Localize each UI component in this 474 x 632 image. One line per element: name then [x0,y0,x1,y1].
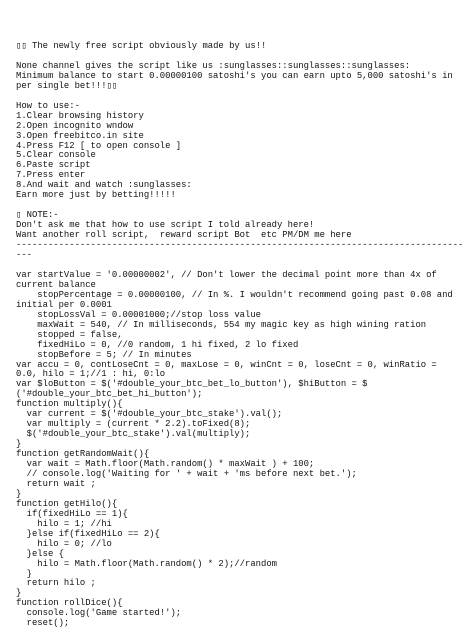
code-line: function getRandomWait(){ [16,449,150,460]
howto-line: 8.And wait and watch :sunglasses: [16,180,192,191]
code-section [16,271,462,629]
note-line: Don't ask me that how to use script I told already here! [16,220,315,231]
intro-section [16,42,462,102]
code-line: var startValue = '0.00000002', // Don't lower the decimal point more than 4x of [16,269,437,280]
intro-line: ▯▯ The newly free script obviously made by us!! [16,41,267,51]
code-line: }else if(fixedHiLo == 2){ [16,528,160,539]
code-line: // console.log('Waiting for ' + wait + 'ms before next bet.'); [16,468,357,479]
note-section [16,211,462,271]
intro-line: None channel gives the script like us :sunglasses::sunglasses::sunglasses: [16,60,411,71]
code-line: var wait = Math.floor(Math.random() * maxWait ) + 100; [16,459,315,470]
howto-line: 2.Open incognito wndow [16,120,134,131]
code-line: } [16,488,22,499]
code-line: function multiply(){ [16,399,123,410]
code-line: if(fixedHiLo == 1){ [16,508,128,519]
code-line: var accu = 0, contLoseCnt = 0, maxLose = 0, winCnt = 0, loseCnt = 0, winRatio = [16,359,437,370]
code-line: return wait ; [16,478,96,489]
code-line: stopLossVal = 0.00001000;//stop loss value [16,309,261,320]
howto-line: 4.Press F12 [ to open console ] [16,140,182,151]
howto-line: 5.Clear console [16,150,96,161]
code-line: var $loButton = $('#double_your_btc_bet_lo_button'), $hiButton = $ [16,379,368,390]
howto-line [16,201,462,211]
code-line: console.log('Game started!'); [16,608,182,619]
code-line: initial per 0.0001 [16,299,112,310]
code-line: 0.0, hilo = 1;//1 : hi, 0:lo [16,369,166,380]
code-line: var multiply = (current * 2.2).toFixed(8); [16,419,251,430]
code-line: maxWait = 540, // In milliseconds, 554 my magic key as high wining ration [16,319,427,330]
code-line: } [16,568,32,579]
code-line: }else { [16,548,64,559]
code-line: current balance [16,279,96,290]
note-line: Want another roll script, reward script Bot etc PM/DM me here [16,230,352,241]
code-line: ('#double_your_btc_bet_hi_button'); [16,389,203,400]
howto-line: How to use:- [16,100,80,111]
code-line: var current = $('#double_your_btc_stake').val(); [16,409,283,420]
code-line: return hilo ; [16,578,96,589]
code-line: function getHilo(){ [16,498,118,509]
howto-line: 1.Clear browsing history [16,110,144,121]
intro-line: per single bet!!!▯▯ [16,80,118,91]
intro-line: Minimum balance to start 0.00000100 satoshi's you can earn upto 5,000 satoshi's in [16,70,453,81]
code-line: $('#double_your_btc_stake').val(multiply); [16,429,251,440]
code-line: fixedHiLo = 0, //0 random, 1 hi fixed, 2 lo fixed [16,339,299,350]
code-line: } [16,439,22,450]
document-page [16,42,462,629]
howto-section [16,102,462,211]
code-line: function rollDice(){ [16,598,123,609]
code-line: hilo = Math.floor(Math.random() * 2);//random [16,558,277,569]
howto-line: 7.Press enter [16,170,86,181]
howto-line: 6.Paste script [16,160,91,171]
note-line: ------------------------------------------------------------------------------------ [16,240,464,251]
code-line: stopped = false, [16,329,123,340]
code-line: stopPercentage = 0.00000100, // In %. I wouldn't recommend going past 0.08 and [16,289,453,300]
code-line: hilo = 0; //lo [16,538,112,549]
code-line: hilo = 1; //hi [16,518,112,529]
code-line: reset(); [16,618,70,629]
code-line: } [16,588,22,599]
howto-line: 3.Open freebitco.in site [16,130,144,141]
code-line: stopBefore = 5; // In minutes [16,349,192,360]
note-line: --- [16,250,32,261]
note-line: ▯ NOTE:- [16,210,59,221]
intro-line [16,92,462,102]
howto-line: Earn more just by betting!!!!! [16,190,176,201]
